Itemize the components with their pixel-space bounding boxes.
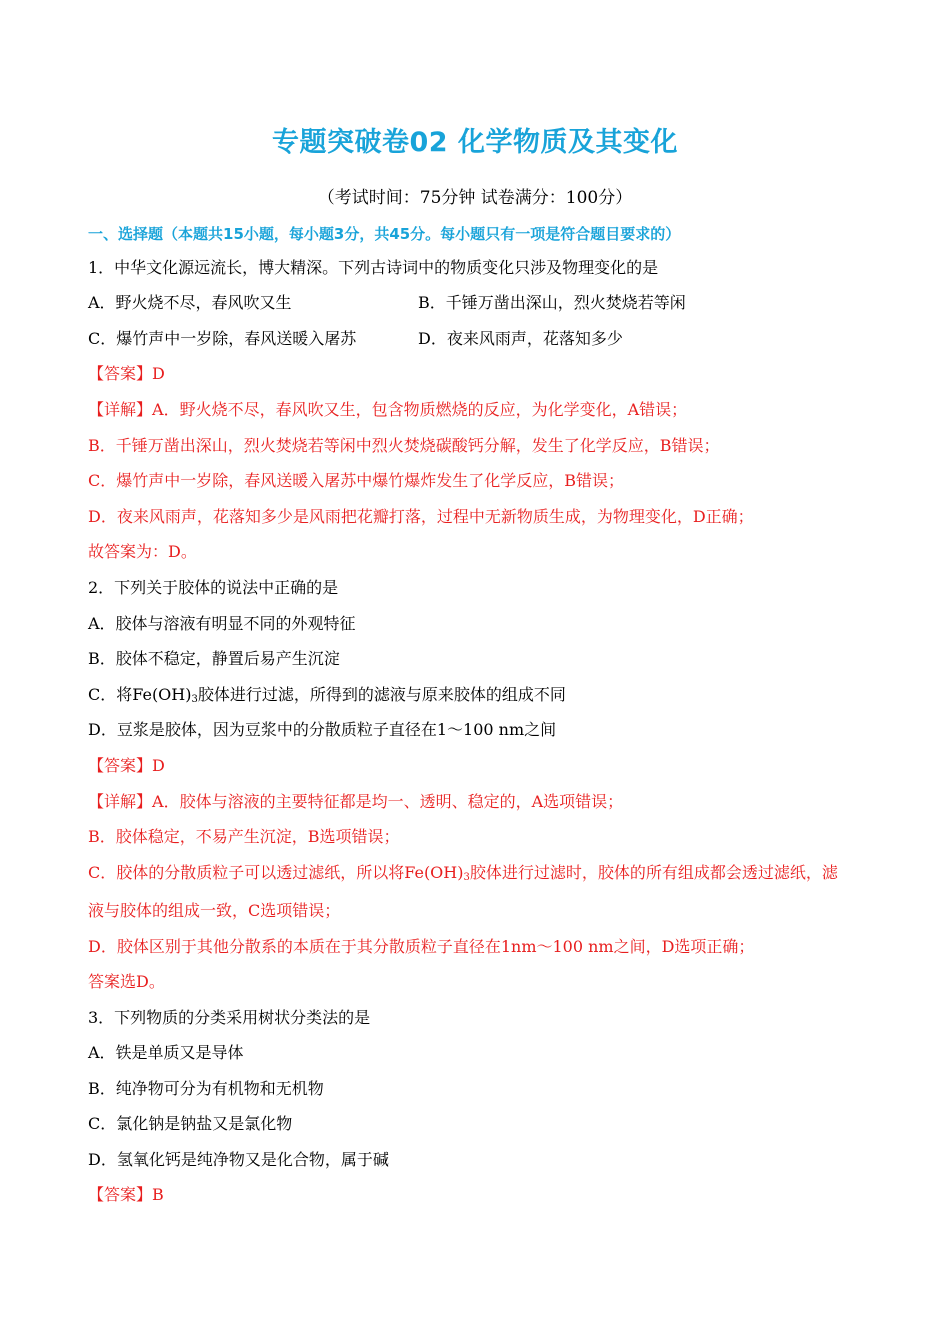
detail-tag: 【详解】 xyxy=(88,400,153,419)
exam-info: （考试时间：75分钟 试卷满分：100分） xyxy=(317,188,633,208)
q2-stem: 2．下列关于胶体的说法中正确的是 xyxy=(88,578,339,597)
subscript: 3 xyxy=(463,872,470,883)
q2-conclusion: 答案选D。 xyxy=(88,972,165,991)
q1-detail-1 xyxy=(88,400,687,420)
q2-detail-3 xyxy=(88,863,838,888)
q2-detail-3-cont: 液与胶体的组成一致，C选项错误； xyxy=(88,901,341,920)
q1-option-b: B．千锤万凿出深山，烈火焚烧若等闲 xyxy=(418,293,686,312)
q3-answer xyxy=(88,1185,164,1205)
q1-option-a: A．野火烧不尽，春风吹又生 xyxy=(88,293,292,312)
detail-text: A．野火烧不尽，春风吹又生，包含物质燃烧的反应，为化学变化，A错误； xyxy=(152,400,688,419)
q1-detail-2: B．千锤万凿出深山，烈火焚烧若等闲中烈火焚烧碳酸钙分解，发生了化学反应，B错误； xyxy=(88,436,720,455)
q2-option-a: A．胶体与溶液有明显不同的外观特征 xyxy=(88,614,356,633)
detail-text: 胶体进行过滤时，胶体的所有组成都会透过滤纸，滤 xyxy=(469,863,838,882)
q3-option-d: D．氢氧化钙是纯净物又是化合物，属于碱 xyxy=(88,1150,389,1169)
q2-option-b: B．胶体不稳定，静置后易产生沉淀 xyxy=(88,649,340,668)
page-title: 专题突破卷02 化学物质及其变化 xyxy=(272,127,678,158)
detail-text: C．胶体的分散质粒子可以透过滤纸，所以将Fe(OH) xyxy=(88,863,464,882)
section-heading: 一、选择题（本题共15小题，每小题3分，共45分。每小题只有一项是符合题目要求的） xyxy=(88,225,681,243)
q2-detail-2: B．胶体稳定，不易产生沉淀，B选项错误； xyxy=(88,827,400,846)
answer-tag: 【答案】 xyxy=(88,756,153,775)
q1-stem: 1．中华文化源远流长，博大精深。下列古诗词中的物质变化只涉及物理变化的是 xyxy=(88,258,659,277)
detail-tag: 【详解】 xyxy=(88,792,153,811)
answer-value: D xyxy=(152,756,165,775)
answer-tag: 【答案】 xyxy=(88,364,153,383)
answer-tag: 【答案】 xyxy=(88,1185,153,1204)
q1-option-c: C．爆竹声中一岁除，春风送暖入屠苏 xyxy=(88,329,357,348)
q1-detail-3: C．爆竹声中一岁除，春风送暖入屠苏中爆竹爆炸发生了化学反应，B错误； xyxy=(88,471,625,490)
q2-detail-4: D．胶体区别于其他分散系的本质在于其分散质粒子直径在1nm～100 nm之间，D选项正确； xyxy=(88,937,755,956)
option-text: 胶体进行过滤，所得到的滤液与原来胶体的组成不同 xyxy=(197,685,566,704)
subscript: 3 xyxy=(191,694,198,705)
answer-value: D xyxy=(152,364,165,383)
q2-option-d: D．豆浆是胶体，因为豆浆中的分散质粒子直径在1～100 nm之间 xyxy=(88,720,557,739)
q1-option-d: D．夜来风雨声，花落知多少 xyxy=(418,329,623,348)
q2-option-c xyxy=(88,685,566,710)
option-text: C．将Fe(OH) xyxy=(88,685,192,704)
q3-option-c: C．氯化钠是钠盐又是氯化物 xyxy=(88,1114,293,1133)
answer-value: B xyxy=(152,1185,164,1204)
q2-detail-1 xyxy=(88,792,623,812)
q3-option-a: A．铁是单质又是导体 xyxy=(88,1043,244,1062)
q1-conclusion: 故答案为：D。 xyxy=(88,542,197,561)
q1-detail-4: D．夜来风雨声，花落知多少是风雨把花瓣打落，过程中无新物质生成，为物理变化，D正确； xyxy=(88,507,754,526)
detail-text: A．胶体与溶液的主要特征都是均一、透明、稳定的，A选项错误； xyxy=(152,792,624,811)
q1-answer xyxy=(88,364,165,384)
q3-stem: 3．下列物质的分类采用树状分类法的是 xyxy=(88,1008,371,1027)
q2-answer xyxy=(88,756,165,776)
q3-option-b: B．纯净物可分为有机物和无机物 xyxy=(88,1079,324,1098)
